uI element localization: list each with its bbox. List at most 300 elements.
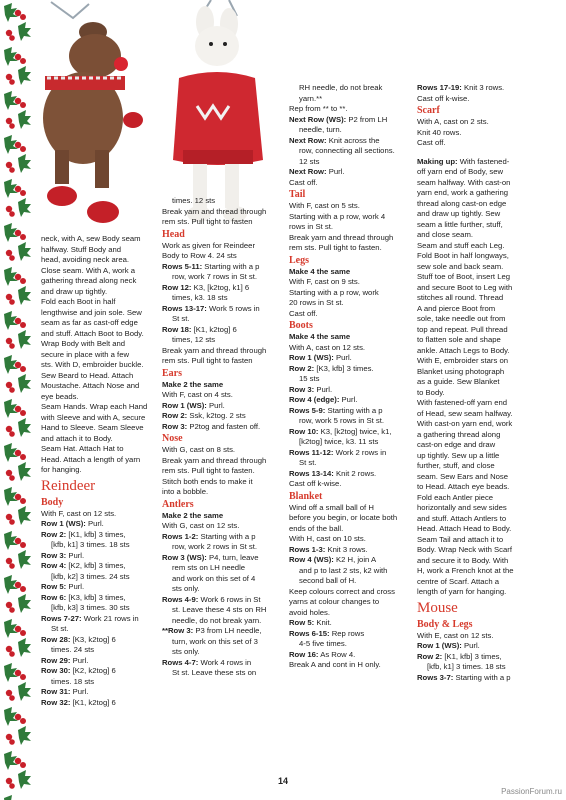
text-line	[289, 448, 413, 459]
row-label: Rows 6-15:	[289, 628, 330, 638]
text-line	[417, 641, 542, 652]
row-text: seam a little further, stuff,	[417, 219, 503, 229]
row-text: centre of Scarf. Attach a	[417, 576, 500, 586]
row-text: A and pierce Boot from	[417, 303, 496, 313]
row-text: with Sleeve and with A, secure	[41, 412, 146, 422]
row-text: Purl.	[461, 641, 480, 650]
text-line	[162, 456, 284, 467]
subsection-heading	[162, 432, 284, 445]
text-line	[417, 94, 542, 105]
row-text: Starting with a p row, work 4	[289, 211, 386, 221]
text-line	[289, 222, 413, 233]
row-text: Rep rows	[329, 628, 365, 638]
row-label: Row 4:	[41, 561, 67, 570]
row-text: Purl.	[333, 353, 352, 362]
row-text: as a guide. Sew Blanket	[417, 377, 500, 386]
text-line	[41, 297, 161, 308]
text-line	[41, 687, 161, 698]
row-text: neck, with A, sew Body seam	[41, 234, 141, 243]
text-line	[417, 83, 542, 94]
row-text: horizontally and sew sides	[417, 503, 507, 512]
text-line	[417, 673, 542, 684]
row-text: Purl.	[66, 582, 85, 591]
row-text: Break yarn and thread through	[162, 455, 267, 465]
row-text: turn, work on this set of 3	[172, 636, 258, 646]
row-text: Purl.	[70, 687, 89, 696]
text-line	[162, 304, 284, 315]
row-text: [K3, k2tog] 6	[70, 634, 116, 644]
text-line	[289, 288, 413, 299]
page-number: 14	[277, 776, 288, 786]
text-line	[162, 605, 284, 616]
text-line	[289, 660, 413, 671]
row-text: K2 H, join A	[333, 555, 377, 564]
text-line	[41, 530, 161, 541]
row-text: avoid holes.	[289, 607, 331, 617]
row-text: Ears	[162, 367, 182, 379]
row-text: Starting with a p row, work	[289, 287, 379, 297]
row-text: [kfb, k1] 3 times. 18 sts	[51, 540, 130, 549]
text-line	[162, 325, 284, 336]
text-line	[162, 356, 284, 367]
row-text: As Row 4.	[318, 649, 356, 659]
row-text: Head. Attach Head to Body.	[417, 524, 512, 533]
row-text: 4-5 five times.	[299, 639, 347, 648]
row-text: Work as given for Reindeer	[162, 240, 256, 250]
row-label: Row 1 (WS):	[162, 400, 207, 410]
row-label: Make 2 the same	[162, 379, 224, 389]
row-label: Row 6:	[41, 592, 67, 602]
row-label: Rows 4-9:	[162, 594, 199, 604]
text-line	[289, 395, 413, 406]
text-line	[417, 367, 542, 378]
row-text: row, work 7 rows in St st.	[172, 272, 258, 281]
subsection-heading	[289, 254, 413, 267]
row-text: St st. Leave these sts on	[172, 668, 257, 677]
text-line	[289, 427, 413, 438]
text-line	[41, 645, 161, 656]
row-text: sts. With D, embroider buckle.	[41, 360, 144, 369]
text-line	[289, 629, 413, 640]
row-text: With A, cast on 12 sts.	[289, 342, 366, 352]
subsection-heading	[417, 104, 542, 117]
text-line	[417, 482, 542, 493]
text-line	[41, 465, 161, 476]
text-line	[162, 626, 284, 637]
text-line	[162, 637, 284, 648]
text-line	[289, 608, 413, 619]
row-text: Purl.	[70, 655, 89, 665]
text-line	[289, 639, 413, 650]
text-line	[289, 277, 413, 288]
row-text: and attach it to Body.	[41, 433, 113, 443]
row-text: Work 6 rows in St	[198, 594, 261, 604]
row-text: rem sts. Pull tight to fasten.	[289, 243, 382, 252]
row-label: Row 3:	[162, 421, 188, 431]
row-text: Starting with a p	[198, 531, 256, 541]
text-line	[41, 551, 161, 562]
text-line	[417, 304, 542, 315]
row-label: Making up:	[417, 156, 458, 166]
row-text: to Body.	[417, 387, 445, 397]
text-line	[162, 283, 284, 294]
text-line	[162, 574, 284, 585]
text-line	[417, 440, 542, 451]
row-text: secure in place with a few	[41, 349, 130, 359]
subsection-heading	[289, 319, 413, 332]
text-line	[41, 287, 161, 298]
row-label: Row 1 (WS):	[289, 353, 334, 362]
row-text: yarn.**	[299, 93, 323, 103]
text-line	[162, 616, 284, 627]
row-text: Body	[41, 496, 64, 508]
row-text: to flatten sole and shape	[417, 335, 501, 344]
text-line	[289, 555, 413, 566]
row-text: Mouse	[417, 599, 458, 616]
row-text: Purl.	[314, 384, 333, 394]
holly-border	[0, 0, 33, 800]
text-line	[289, 374, 413, 385]
row-text: cast-on edge and draw	[417, 440, 496, 449]
text-line	[417, 117, 542, 128]
text-line	[417, 493, 542, 504]
row-text: rem sts. Pull tight to fasten	[162, 356, 253, 365]
row-text: row, work 5 rows in St st.	[299, 416, 385, 425]
text-line	[417, 167, 542, 178]
text-line	[417, 587, 542, 598]
row-text: [K2, kfb] 3 times,	[66, 561, 126, 570]
text-line	[417, 241, 542, 252]
text-line	[162, 563, 284, 574]
row-text: sole, take needle out from	[417, 314, 506, 323]
section-heading	[41, 476, 161, 496]
text-line	[289, 458, 413, 469]
row-text: before you begin, or locate both	[289, 513, 398, 522]
row-text: St st.	[299, 458, 317, 467]
text-line	[417, 128, 542, 139]
row-text: needle, turn.	[299, 125, 342, 134]
row-label: Rows 13-17:	[162, 303, 207, 313]
text-line	[417, 535, 542, 546]
text-line	[162, 293, 284, 304]
text-line	[41, 402, 161, 413]
text-line	[41, 255, 161, 266]
row-text: times, 12 sts	[172, 335, 216, 344]
row-text: Knit.	[314, 618, 332, 627]
row-text: of Head, sew seam halfway.	[417, 408, 513, 418]
text-line	[162, 647, 284, 658]
text-line	[417, 209, 542, 220]
row-text: With G, cast on 12 sts.	[162, 521, 240, 530]
text-line	[162, 196, 284, 207]
row-text: Head. Attach a length of yarn	[41, 454, 141, 464]
row-text: Purl.	[339, 395, 358, 404]
row-label: Make 4 the same	[289, 266, 351, 276]
row-text: [K1, k2tog] 6	[70, 697, 116, 707]
text-line	[417, 251, 542, 262]
watermark: PassionForum.ru	[501, 787, 562, 796]
text-line	[162, 511, 284, 522]
row-label: Row 2:	[417, 651, 443, 661]
row-text: Purl.	[66, 550, 85, 560]
row-text: a gathering thread along	[417, 429, 501, 439]
text-line	[289, 343, 413, 354]
row-text: Cast off k-wise.	[289, 479, 342, 488]
row-label: Rows 3-7:	[417, 672, 454, 682]
row-text: Keep colours correct and cross	[289, 586, 395, 596]
text-column-1	[41, 234, 161, 708]
row-text: Stitch both ends to make it	[162, 476, 253, 486]
row-text: Fold each Boot in half	[41, 297, 116, 306]
text-line	[417, 451, 542, 462]
text-line	[41, 603, 161, 614]
spacer	[417, 149, 542, 157]
row-text: With H, cast on 10 sts.	[289, 534, 366, 543]
row-text: and draw up tightly. Sew	[417, 209, 501, 218]
row-label: Rows 1-3:	[289, 544, 326, 554]
row-text: Cast off.	[417, 138, 446, 147]
row-text: [kfb, k3] 3 times. 30 sts	[51, 603, 130, 612]
row-text: P3 from LH needle,	[193, 626, 262, 635]
row-text: and close seam.	[417, 230, 473, 239]
row-text: Knit 2 rows.	[333, 468, 377, 478]
row-label: Row 16:	[289, 649, 319, 659]
row-text: thread along cast-on edge	[417, 198, 507, 208]
row-label: Row 2:	[162, 411, 188, 420]
row-text: Antlers	[162, 498, 194, 510]
text-line	[417, 514, 542, 525]
text-line	[289, 618, 413, 629]
text-line	[162, 445, 284, 456]
text-line	[417, 631, 542, 642]
row-text: 12 sts	[299, 156, 320, 166]
text-line	[162, 553, 284, 564]
text-line	[417, 577, 542, 588]
text-line	[417, 409, 542, 420]
text-line	[289, 650, 413, 661]
text-line	[417, 430, 542, 441]
row-label: Rows 11-12:	[289, 447, 334, 457]
text-line	[417, 566, 542, 577]
text-line	[417, 188, 542, 199]
text-line	[41, 540, 161, 551]
row-text: Tail	[289, 189, 306, 200]
text-line	[289, 385, 413, 396]
row-text: With F, cast on 4 sts.	[162, 390, 233, 399]
section-heading	[417, 598, 542, 618]
text-line	[289, 267, 413, 278]
row-label: Row 10:	[289, 426, 319, 436]
text-line	[41, 519, 161, 530]
row-text: Nose	[162, 433, 183, 444]
text-line	[289, 146, 413, 157]
row-text: [kfb, k1] 3 times. 18 sts	[427, 662, 506, 671]
text-line	[41, 509, 161, 520]
row-text: Starting with a p	[325, 405, 383, 415]
text-line	[41, 413, 161, 424]
text-line	[162, 422, 284, 433]
row-text: Moustache. Attach Nose and	[41, 381, 140, 390]
text-column-3	[289, 83, 413, 671]
row-text: top and repeat. Pull thread	[417, 324, 508, 334]
row-text: yarns at colour changes to	[289, 597, 380, 606]
row-text: rem sts. Pull tight to fasten	[162, 217, 253, 226]
text-line	[41, 392, 161, 403]
row-text: [K2, k2tog] 6	[70, 666, 116, 675]
text-line	[417, 388, 542, 399]
row-text: ends of the ball.	[289, 523, 344, 533]
text-line	[162, 532, 284, 543]
row-text: rows in St st.	[289, 222, 334, 231]
row-text: Rep from ** to **.	[289, 104, 348, 113]
subsection-heading	[162, 228, 284, 241]
text-line	[41, 666, 161, 677]
text-line	[289, 94, 413, 105]
row-text: [k2tog] twice, k3. 11 sts	[299, 437, 379, 446]
text-line	[417, 472, 542, 483]
subsection-heading	[162, 367, 284, 380]
text-line	[417, 178, 542, 189]
row-text: further, stuff, and close	[417, 461, 495, 470]
text-line	[417, 199, 542, 210]
row-label: Row 28:	[41, 634, 71, 644]
row-text: stitches all round. Thread	[417, 293, 504, 302]
text-line	[417, 556, 542, 567]
text-line	[289, 416, 413, 427]
text-line	[162, 466, 284, 477]
text-line	[162, 380, 284, 391]
row-label: Row 4 (edge):	[289, 395, 340, 404]
row-text: Cast off k-wise.	[417, 93, 470, 103]
text-line	[41, 329, 161, 340]
text-line	[289, 115, 413, 126]
row-text: With cast-on yarn end, work	[417, 419, 513, 428]
text-line	[417, 419, 542, 430]
text-line	[417, 398, 542, 409]
row-text: Knit 40 rows.	[417, 127, 462, 137]
text-line	[289, 309, 413, 320]
row-text: [K1, kfb] 3 times,	[66, 529, 126, 539]
row-text: length of yarn for hanging.	[417, 587, 507, 596]
row-text: With fastened-off yarn end	[417, 398, 508, 407]
row-label: Rows 4-7:	[162, 657, 199, 667]
row-text: halfway. Stuff Body and	[41, 244, 122, 254]
row-text: and secure it to Body. With	[417, 555, 509, 565]
row-text: Purl.	[326, 167, 345, 176]
row-label: Row 5:	[41, 582, 67, 591]
text-line	[41, 698, 161, 709]
row-text: [K1, kfb] 3 times,	[442, 651, 502, 661]
text-line	[289, 167, 413, 178]
row-label: Row 31:	[41, 687, 71, 696]
row-text: Knit 3 rows.	[325, 544, 368, 554]
text-line	[41, 635, 161, 646]
row-text: times. 24 sts	[51, 645, 95, 654]
text-line	[289, 597, 413, 608]
row-text: Break yarn and thread through	[289, 232, 394, 242]
row-text: P2 from LH	[346, 114, 388, 124]
row-text: Ssk, k2tog. 2 sts	[187, 411, 246, 420]
row-label: Make 2 the same	[162, 510, 224, 520]
row-text: Body to Row 4. 24 sts	[162, 251, 237, 260]
text-line	[289, 437, 413, 448]
row-text: H, work a French knot at the	[417, 566, 514, 575]
row-text: Break yarn and thread through	[162, 345, 267, 355]
row-text: P4, turn, leave	[206, 552, 259, 562]
text-line	[162, 477, 284, 488]
text-line	[289, 233, 413, 244]
row-text: yarn end, work a gathering	[417, 188, 509, 197]
text-line	[41, 360, 161, 371]
text-line	[162, 390, 284, 401]
row-text: St st.	[172, 314, 190, 323]
row-text: Break A and cont in H only.	[289, 660, 381, 669]
row-text: Seam Tail and attach it to	[417, 534, 504, 544]
row-label: Row 3 (WS):	[162, 552, 207, 562]
text-line	[41, 350, 161, 361]
row-text: needle, do not break yarn.	[172, 615, 262, 625]
text-line	[41, 434, 161, 445]
text-line	[41, 423, 161, 434]
text-line	[289, 534, 413, 545]
subsection-heading	[289, 490, 413, 503]
row-text: With F, cast on 12 sts.	[41, 508, 117, 518]
row-label: Next Row:	[289, 135, 327, 145]
text-line	[417, 377, 542, 388]
row-label: Rows 13-14:	[289, 468, 334, 478]
row-text: second ball of H.	[299, 576, 357, 585]
row-text: row, work 2 rows in St st.	[172, 542, 258, 551]
text-line	[417, 262, 542, 273]
text-line	[417, 283, 542, 294]
text-line	[41, 371, 161, 382]
row-text: Sew Beard to Head. Attach	[41, 370, 134, 380]
text-line	[41, 455, 161, 466]
row-label: Rows 5-11:	[162, 261, 203, 271]
text-line	[289, 545, 413, 556]
row-text: Work 2 rows in	[333, 447, 387, 457]
row-label: Rows 7-27:	[41, 613, 82, 623]
text-line	[417, 325, 542, 336]
text-line	[41, 561, 161, 572]
row-text: Starting with a p	[453, 672, 511, 682]
row-text: Work 21 rows in	[81, 613, 139, 623]
text-line	[289, 83, 413, 94]
text-line	[417, 545, 542, 556]
row-text: [kfb, k2] 3 times. 24 sts	[51, 571, 130, 581]
row-text: K3, [k2tog, k1] 6	[191, 282, 250, 292]
text-line	[162, 521, 284, 532]
row-text: Starting with a p	[202, 261, 260, 271]
text-line	[41, 677, 161, 688]
text-line	[289, 298, 413, 309]
row-text: sts only.	[172, 584, 200, 593]
row-text: Body. Wrap Neck with Scarf	[417, 545, 512, 554]
text-line	[289, 201, 413, 212]
row-text: Head	[162, 228, 185, 240]
row-text: Break yarn and thread through	[162, 206, 267, 216]
text-line	[162, 272, 284, 283]
row-text: rem sts on LH needle	[172, 563, 246, 572]
row-label: Make 4 the same	[289, 332, 351, 341]
text-line	[289, 157, 413, 168]
text-line	[162, 584, 284, 595]
text-line	[41, 266, 161, 277]
row-text: times. 18 sts	[51, 676, 95, 686]
row-text: into a bobble.	[162, 487, 209, 496]
text-line	[417, 356, 542, 367]
row-text: Boots	[289, 320, 313, 331]
